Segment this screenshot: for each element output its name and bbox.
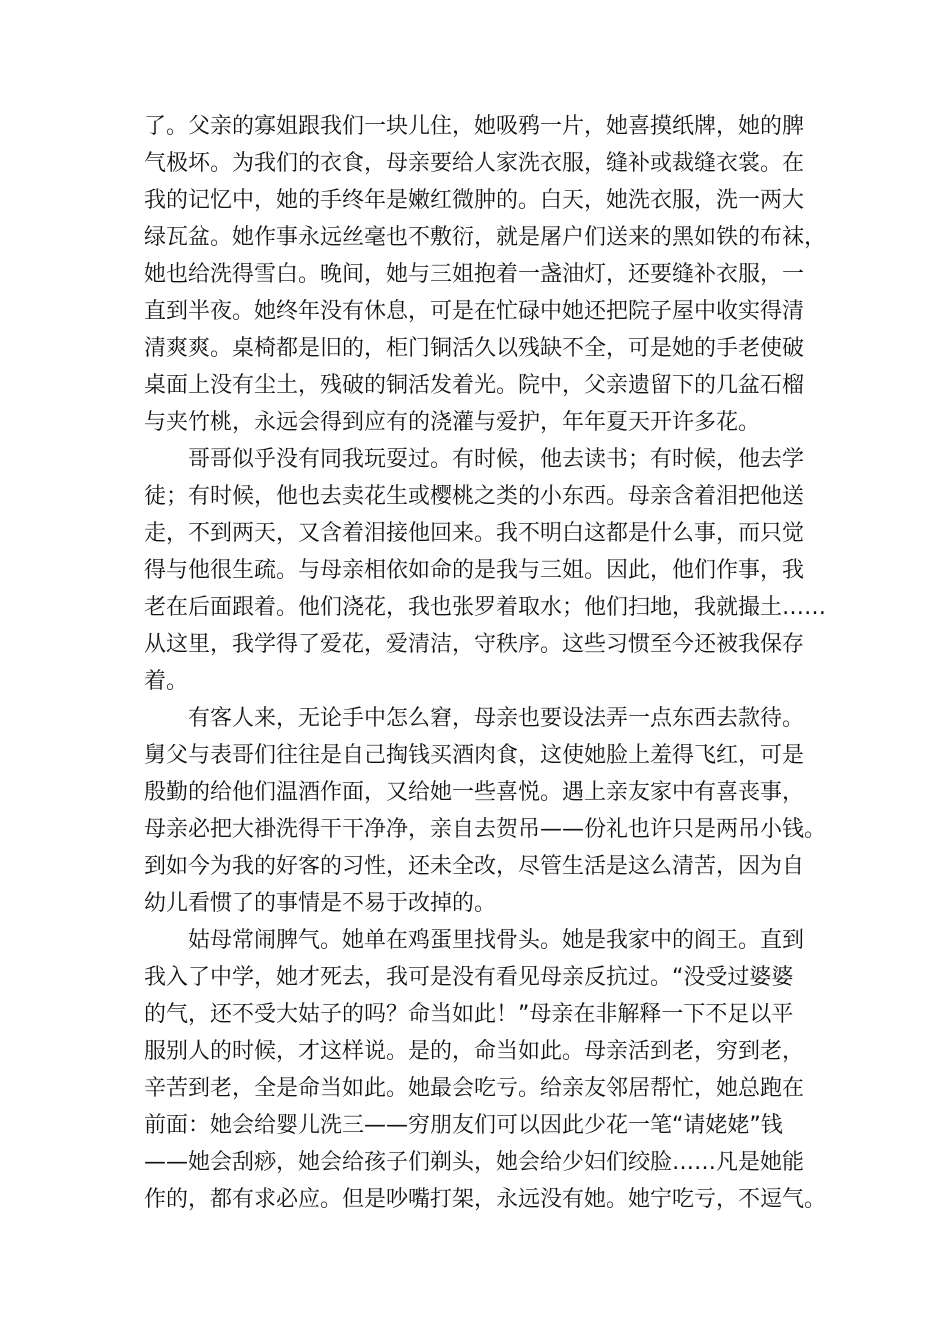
text-line: 徒；有时候，他也去卖花生或樱桃之类的小东西。母亲含着泪把他送 — [144, 484, 805, 509]
text-line: 桌面上没有尘土，残破的铜活发着光。院中，父亲遗留下的几盆石榴 — [144, 373, 805, 398]
body-text — [144, 108, 834, 1218]
text-line: 前面：她会给婴儿洗三——穷朋友们可以因此少花一笔“请姥姥”钱 — [144, 1113, 783, 1138]
text-line: 的气，还不受大姑子的吗？命当如此！”母亲在非解释一下不足以平 — [144, 1002, 794, 1027]
text-line: 直到半夜。她终年没有休息，可是在忙碌中她还把院子屋中收实得清 — [144, 299, 805, 324]
text-line: 幼儿看惯了的事情是不易于改掉的。 — [144, 891, 497, 916]
text-line: 母亲必把大褂洗得干干净净，亲自去贺吊——份礼也许只是两吊小钱。 — [144, 817, 827, 842]
text-line: 我入了中学，她才死去，我可是没有看见母亲反抗过。“没受过婆婆 — [144, 965, 794, 990]
text-line: 到如今为我的好客的习性，还未全改，尽管生活是这么清苦，因为自 — [144, 854, 805, 879]
text-line: 着。 — [144, 669, 189, 694]
text-line: 殷勤的给他们温酒作面，又给她一些喜悦。遇上亲友家中有喜丧事， — [144, 780, 805, 805]
text-line: 绿瓦盆。她作事永远丝毫也不敷衍，就是屠户们送来的黑如铁的布袜， — [144, 225, 827, 250]
text-line: 了。父亲的寡姐跟我们一块儿住，她吸鸦一片，她喜摸纸牌，她的脾 — [144, 114, 805, 139]
paragraph-start-line: 姑母常闹脾气。她单在鸡蛋里找骨头。她是我家中的阎王。直到 — [188, 928, 805, 953]
text-line: 走，不到两天，又含着泪接他回来。我不明白这都是什么事，而只觉 — [144, 521, 805, 546]
text-line: 气极坏。为我们的衣食，母亲要给人家洗衣服，缝补或裁缝衣裳。在 — [144, 151, 805, 176]
text-line: 作的，都有求必应。但是吵嘴打架，永远没有她。她宁吃亏，不逗气。 — [144, 1187, 827, 1212]
text-line: 我的记忆中，她的手终年是嫩红微肿的。白天，她洗衣服，洗一两大 — [144, 188, 805, 213]
text-line: 从这里，我学得了爱花，爱清洁，守秩序。这些习惯至今还被我保存 — [144, 632, 805, 657]
text-line: 得与他很生疏。与母亲相依如命的是我与三姐。因此，他们作事，我 — [144, 558, 805, 583]
text-line: 她也给洗得雪白。晚间，她与三姐抱着一盏油灯，还要缝补衣服，一 — [144, 262, 805, 287]
text-line: 辛苦到老，全是命当如此。她最会吃亏。给亲友邻居帮忙，她总跑在 — [144, 1076, 805, 1101]
text-line: 与夹竹桃，永远会得到应有的浇灌与爱护，年年夏天开许多花。 — [144, 410, 761, 435]
text-line: 舅父与表哥们往往是自己掏钱买酒肉食，这使她脸上羞得飞红，可是 — [144, 743, 805, 768]
text-line: ——她会刮痧，她会给孩子们剃头，她会给少妇们绞脸……凡是她能 — [144, 1150, 805, 1175]
text-line: 老在后面跟着。他们浇花，我也张罗着取水；他们扫地，我就撮土…… — [144, 595, 827, 620]
text-line: 清爽爽。桌椅都是旧的，柜门铜活久以残缺不全，可是她的手老使破 — [144, 336, 805, 361]
paragraph-start-line: 哥哥似乎没有同我玩耍过。有时候，他去读书；有时候，他去学 — [188, 447, 805, 472]
text-line: 服别人的时候，才这样说。是的，命当如此。母亲活到老，穷到老， — [144, 1039, 805, 1064]
paragraph-start-line: 有客人来，无论手中怎么窘，母亲也要设法弄一点东西去款待。 — [188, 706, 805, 731]
